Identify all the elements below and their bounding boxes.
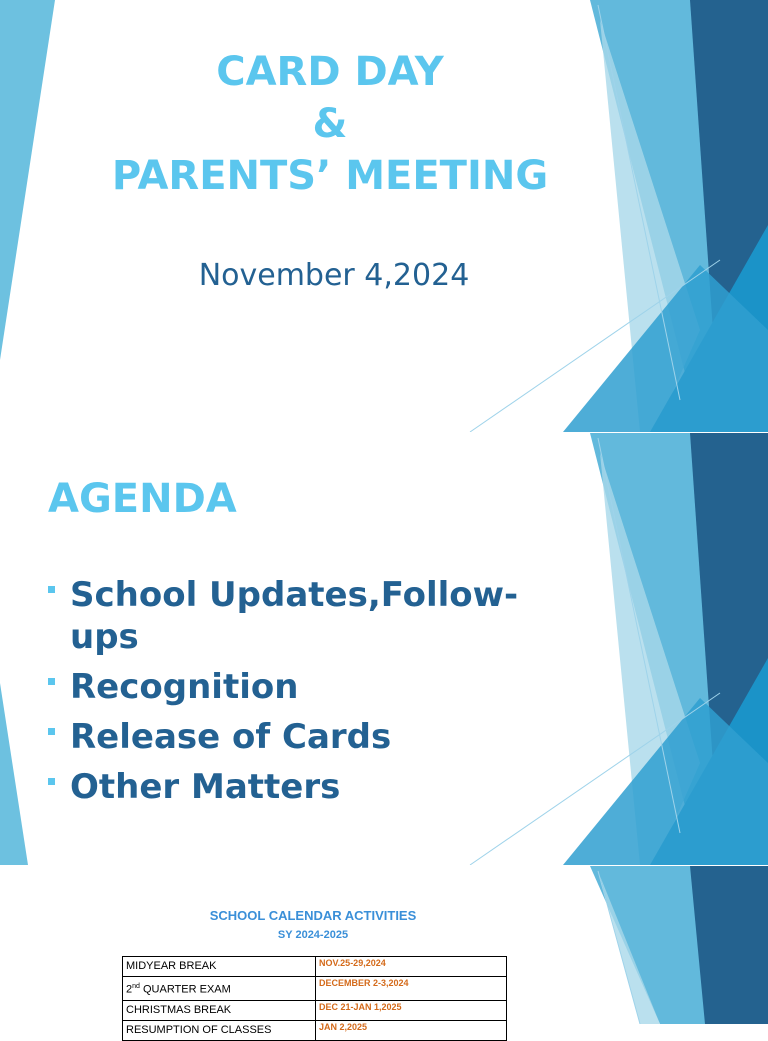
agenda-item <box>48 574 568 658</box>
meeting-date: November 4,2024 <box>198 258 470 293</box>
bullet-icon <box>48 586 55 593</box>
agenda-item-label: Release of Cards <box>70 717 392 757</box>
activity-text: QUARTER EXAM <box>139 983 231 996</box>
date-cell: DEC 21-JAN 1,2025 <box>316 1000 507 1020</box>
table-row <box>123 1020 507 1040</box>
agenda-item <box>48 716 568 758</box>
title-slide <box>0 0 768 432</box>
calendar-table <box>122 956 507 1041</box>
activity-cell: CHRISTMAS BREAK <box>123 1000 316 1020</box>
agenda-item-label: School Updates,Follow-ups <box>70 575 519 657</box>
table-row <box>123 1000 507 1020</box>
table-row <box>123 977 507 1001</box>
agenda-item-label: Other Matters <box>70 767 341 807</box>
title-line-1: CARD DAY <box>216 49 444 95</box>
activity-cell: RESUMPTION OF CLASSES <box>123 1020 316 1040</box>
bullet-icon <box>48 778 55 785</box>
date-cell: DECEMBER 2-3,2024 <box>316 977 507 1001</box>
slide-title <box>60 46 600 202</box>
activity-ordinal: 2 <box>126 983 133 996</box>
title-line-3: PARENTS’ MEETING <box>111 153 549 199</box>
agenda-item-label: Recognition <box>70 667 299 707</box>
agenda-item <box>48 666 568 708</box>
calendar-subtitle: SY 2024-2025 <box>277 929 349 941</box>
agenda-list <box>48 574 568 816</box>
title-line-2: & <box>312 101 348 147</box>
calendar-title: SCHOOL CALENDAR ACTIVITIES <box>209 908 417 923</box>
date-cell: NOV.25-29,2024 <box>316 957 507 977</box>
table-row <box>123 957 507 977</box>
agenda-title: AGENDA <box>48 476 237 522</box>
date-cell: JAN 2,2025 <box>316 1020 507 1040</box>
bullet-icon <box>48 678 55 685</box>
activity-cell: MIDYEAR BREAK <box>123 957 316 977</box>
bullet-icon <box>48 728 55 735</box>
agenda-item <box>48 766 568 808</box>
activity-cell <box>123 977 316 1001</box>
activity-ordinal-suffix: nd <box>132 983 140 990</box>
